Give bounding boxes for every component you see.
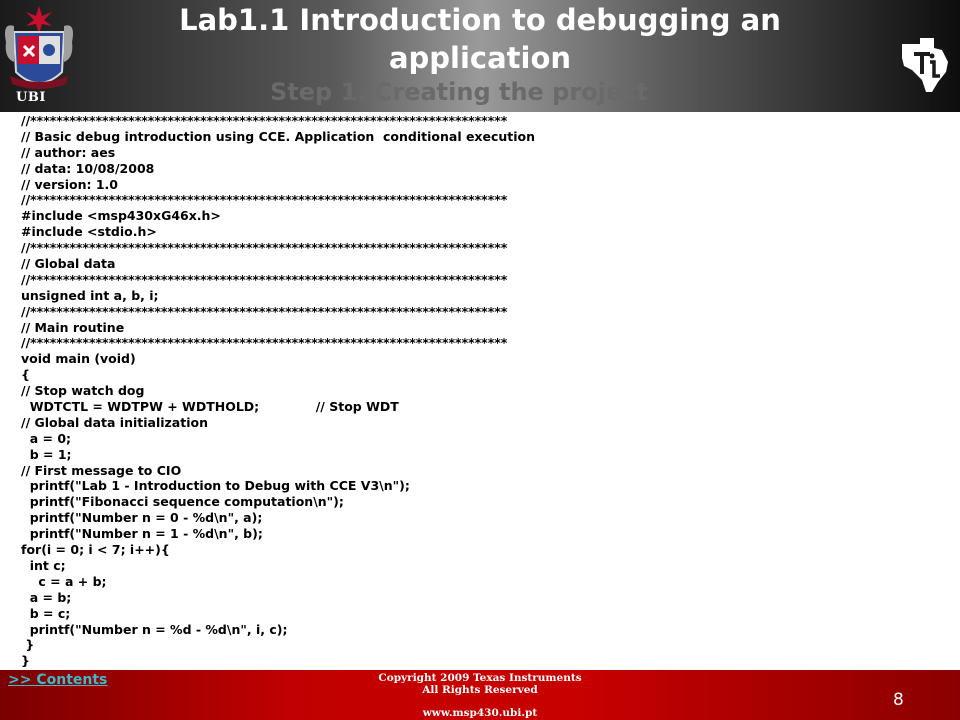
code-line: printf("Number n = 1 - %d\n", b); <box>21 526 263 542</box>
code-line: a = 0; <box>21 430 72 446</box>
code-line: // author: aes <box>21 144 116 160</box>
texas-instruments-logo-icon <box>898 36 956 94</box>
code-line: } <box>21 637 35 653</box>
code-line: // Global data <box>21 256 116 272</box>
contents-link[interactable]: >> Contents <box>8 672 108 688</box>
code-line: a = b; <box>21 589 72 605</box>
code-line: // Basic debug introduction using CCE. Application conditional execution <box>21 128 536 144</box>
slide-title-line1: Lab1.1 Introduction to debugging an <box>179 3 781 37</box>
code-line: //************************************************************************* <box>21 271 508 287</box>
code-line: //************************************************************************* <box>21 192 508 208</box>
code-line: { <box>21 367 30 383</box>
code-line: // First message to CIO <box>21 462 182 478</box>
code-line: #include <stdio.h> <box>21 224 157 240</box>
copyright-line1: Copyright 2009 Texas Instruments <box>378 672 582 684</box>
code-line: for(i = 0; i < 7; i++){ <box>21 542 170 558</box>
code-line: printf("Number n = 0 - %d\n", a); <box>21 510 263 526</box>
code-line: int c; <box>21 557 66 573</box>
code-line: } <box>21 653 30 669</box>
code-line: //************************************************************************* <box>21 240 508 256</box>
slide-title-line2: application <box>388 41 572 75</box>
slide-subtitle: Step 1. Creating the project <box>270 78 648 106</box>
slide-footer <box>0 670 960 720</box>
code-line: //************************************************************************* <box>21 113 508 128</box>
code-line: printf("Lab 1 - Introduction to Debug with CCE V3\n"); <box>21 478 410 494</box>
page-number: 8 <box>893 690 904 710</box>
code-line: printf("Fibonacci sequence computation\n"); <box>21 494 344 510</box>
code-line: void main (void) <box>21 351 136 367</box>
code-line: // Main routine <box>21 319 125 335</box>
code-line: // Global data initialization <box>21 414 208 430</box>
code-line: // version: 1.0 <box>21 176 118 192</box>
code-line: WDTCTL = WDTPW + WDTHOLD; // Stop WDT <box>21 399 399 415</box>
code-line: printf("Number n = %d - %d\n", i, c); <box>21 621 288 637</box>
code-listing <box>21 113 941 669</box>
copyright-line2: All Rights Reserved <box>422 684 538 696</box>
code-line: //************************************************************************* <box>21 335 508 351</box>
code-line: b = 1; <box>21 446 72 462</box>
copyright-notice <box>330 672 630 696</box>
code-line: c = a + b; <box>21 573 107 589</box>
website-url: www.msp430.ubi.pt <box>422 707 538 719</box>
code-line: //************************************************************************* <box>21 303 508 319</box>
code-line: unsigned int a, b, i; <box>21 287 159 303</box>
code-line: // data: 10/08/2008 <box>21 160 155 176</box>
code-line: b = c; <box>21 605 71 621</box>
ubi-label: UBI <box>16 90 46 105</box>
code-line: #include <msp430xG46x.h> <box>21 208 221 224</box>
slide-header <box>0 0 960 112</box>
code-line: // Stop watch dog <box>21 383 145 399</box>
